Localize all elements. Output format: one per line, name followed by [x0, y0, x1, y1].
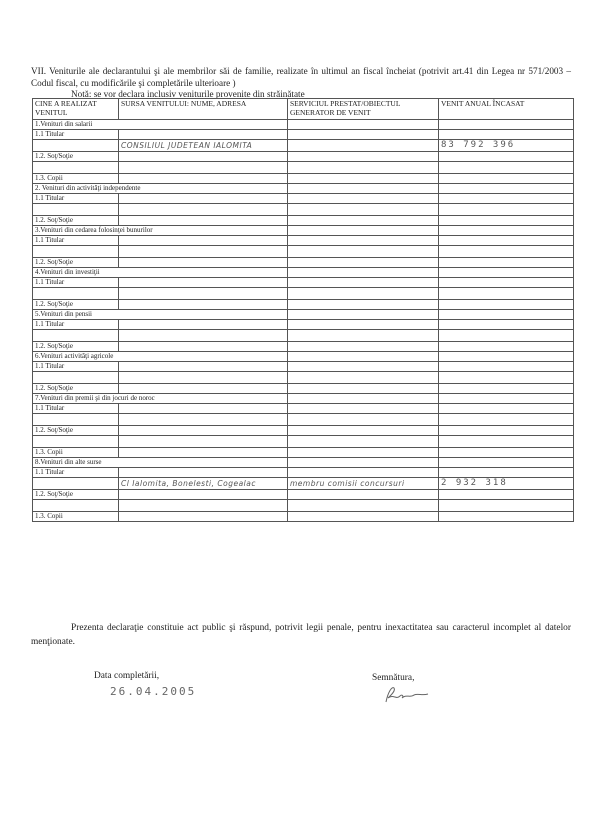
source-cell: [119, 174, 288, 184]
service-cell: [288, 300, 439, 310]
amount-cell: [439, 320, 574, 330]
table-row: [33, 246, 574, 258]
signature-label: Semnătura,: [372, 673, 415, 683]
amount-cell: 2 932 318: [439, 478, 574, 490]
table-row: [33, 436, 574, 448]
amount-cell: [439, 194, 574, 204]
service-cell: [288, 436, 439, 448]
section-filler-cell: [439, 394, 574, 404]
source-cell: [119, 216, 288, 226]
amount-cell: [439, 216, 574, 226]
row-label-cell: 1.1 Titular: [33, 236, 119, 246]
table-row: [33, 384, 574, 394]
table-row: [33, 490, 574, 500]
source-cell: [119, 342, 288, 352]
section-heading: VII. Veniturile ale declarantului şi ale membrilor săi de familie, realizate în ultimul an fiscal încheiat (potrivit art.41 din Legea nr 571/2003 – Codul fiscal, cu modificările şi completările ulterioare ): [31, 66, 571, 88]
amount-cell: [439, 404, 574, 414]
row-label-cell: 1.2. Soţ/Soţie: [33, 216, 119, 226]
source-cell: [119, 490, 288, 500]
section-filler-cell: [288, 268, 439, 278]
section-filler-cell: [288, 352, 439, 362]
source-cell: [119, 404, 288, 414]
section-filler-cell: [119, 352, 288, 362]
source-cell: [119, 300, 288, 310]
table-row: [33, 500, 574, 512]
source-cell: [119, 414, 288, 426]
row-label-cell: 1.2. Soţ/Soţie: [33, 490, 119, 500]
service-cell: [288, 342, 439, 352]
section-row: [33, 120, 574, 130]
amount-cell: [439, 174, 574, 184]
source-cell: [119, 436, 288, 448]
table-row: [33, 216, 574, 226]
amount-cell: [439, 288, 574, 300]
table-row: [33, 512, 574, 522]
source-cell: [119, 278, 288, 288]
section-filler-cell: [119, 268, 288, 278]
service-cell: [288, 512, 439, 522]
amount-cell: [439, 236, 574, 246]
row-label-cell: [33, 436, 119, 448]
amount-cell: [439, 258, 574, 268]
row-label-cell: [33, 204, 119, 216]
service-cell: [288, 130, 439, 140]
amount-cell: [439, 436, 574, 448]
section-filler-cell: [119, 120, 288, 130]
row-label-cell: [33, 330, 119, 342]
service-cell: [288, 288, 439, 300]
amount-cell: [439, 278, 574, 288]
section-filler-cell: [288, 120, 439, 130]
table-row: [33, 278, 574, 288]
section-row: [33, 394, 574, 404]
section-title: 6.Venituri activităţi agricole: [33, 352, 119, 362]
section-filler-cell: [119, 458, 288, 468]
row-label-cell: 1.1 Titular: [33, 278, 119, 288]
amount-cell: 83 792 396: [439, 140, 574, 152]
source-cell: [119, 246, 288, 258]
table-row: [33, 342, 574, 352]
amount-cell: [439, 130, 574, 140]
source-cell: [119, 448, 288, 458]
amount-cell: [439, 342, 574, 352]
amount-cell: [439, 490, 574, 500]
source-cell: [119, 426, 288, 436]
section-title: 8.Venituri din alte surse: [33, 458, 119, 468]
row-label-cell: 1.3. Copii: [33, 448, 119, 458]
source-cell: [119, 512, 288, 522]
amount-cell: [439, 330, 574, 342]
service-cell: [288, 448, 439, 458]
service-cell: [288, 320, 439, 330]
service-cell: [288, 216, 439, 226]
section-filler-cell: [288, 458, 439, 468]
service-cell: [288, 174, 439, 184]
section-title: 5.Venituri din pensii: [33, 310, 119, 320]
section-filler-cell: [439, 352, 574, 362]
table-row: [33, 204, 574, 216]
source-cell: [119, 162, 288, 174]
row-label-cell: 1.2. Soţ/Soţie: [33, 426, 119, 436]
table-header-row: [33, 99, 574, 120]
amount-cell: [439, 468, 574, 478]
table-row: [33, 236, 574, 246]
date-value: 26.04.2005: [110, 685, 197, 698]
table-row: [33, 140, 574, 152]
statement-text: Prezenta declaraţie constituie act public şi răspund, potrivit legii penale, pentru inexactitatea sau caracterul incomplet al datelor menţionate.: [31, 623, 571, 647]
table-row: [33, 258, 574, 268]
section-title: 4.Venituri din investiţii: [33, 268, 119, 278]
section-title: 3.Venituri din cedarea folosinţei bunurilor: [33, 226, 119, 236]
row-label-cell: 1.3. Copii: [33, 174, 119, 184]
table-row: [33, 362, 574, 372]
row-label-cell: 1.3. Copii: [33, 512, 119, 522]
row-label-cell: [33, 414, 119, 426]
row-label-cell: 1.2. Soţ/Soţie: [33, 300, 119, 310]
table-row: [33, 300, 574, 310]
header-service: SERVICIUL PRESTAT/OBIECTUL GENERATOR DE VENIT: [288, 99, 439, 120]
table-row: [33, 404, 574, 414]
row-label-cell: 1.2. Soţ/Soţie: [33, 258, 119, 268]
service-cell: [288, 404, 439, 414]
section-filler-cell: [119, 310, 288, 320]
source-cell: [119, 372, 288, 384]
service-cell: [288, 500, 439, 512]
row-label-cell: 1.1 Titular: [33, 194, 119, 204]
signature-mark: [382, 684, 430, 711]
service-cell: [288, 330, 439, 342]
source-cell: [119, 330, 288, 342]
service-cell: [288, 278, 439, 288]
table-row: [33, 162, 574, 174]
section-row: [33, 268, 574, 278]
table-row: [33, 130, 574, 140]
table-row: [33, 448, 574, 458]
service-cell: [288, 414, 439, 426]
amount-cell: [439, 384, 574, 394]
section-filler-cell: [439, 458, 574, 468]
row-label-cell: [33, 140, 119, 152]
section-filler-cell: [288, 226, 439, 236]
section-title: 7.Venituri din premii şi din jocuri de noroc: [33, 394, 119, 404]
table-row: [33, 372, 574, 384]
section-row: [33, 310, 574, 320]
service-cell: [288, 140, 439, 152]
date-label: Data completării,: [94, 671, 160, 681]
amount-cell: [439, 426, 574, 436]
service-cell: [288, 384, 439, 394]
row-label-cell: 1.2. Soţ/Soţie: [33, 342, 119, 352]
table-row: [33, 194, 574, 204]
section-row: [33, 184, 574, 194]
service-cell: [288, 468, 439, 478]
section-filler-cell: [119, 184, 288, 194]
row-label-cell: 1.1 Titular: [33, 320, 119, 330]
service-cell: [288, 194, 439, 204]
table-row: [33, 330, 574, 342]
service-cell: [288, 152, 439, 162]
amount-cell: [439, 362, 574, 372]
service-cell: [288, 258, 439, 268]
amount-cell: [439, 162, 574, 174]
section-filler-cell: [439, 184, 574, 194]
header-who: CINE A REALIZAT VENITUL: [33, 99, 119, 120]
section-filler-cell: [288, 310, 439, 320]
table-row: [33, 468, 574, 478]
amount-cell: [439, 500, 574, 512]
row-label-cell: [33, 500, 119, 512]
source-cell: Cl Ialomita, Bonelesti, Cogealac: [119, 478, 288, 490]
legal-statement: [31, 621, 571, 649]
section-title: 1.Venituri din salarii: [33, 120, 119, 130]
amount-cell: [439, 152, 574, 162]
service-cell: [288, 426, 439, 436]
income-table: [32, 98, 574, 522]
service-cell: [288, 490, 439, 500]
amount-cell: [439, 204, 574, 216]
section-row: [33, 352, 574, 362]
source-cell: [119, 288, 288, 300]
section-filler-cell: [439, 268, 574, 278]
source-cell: [119, 468, 288, 478]
source-cell: [119, 320, 288, 330]
table-row: [33, 320, 574, 330]
row-label-cell: 1.1 Titular: [33, 468, 119, 478]
row-label-cell: [33, 162, 119, 174]
amount-cell: [439, 512, 574, 522]
service-cell: [288, 372, 439, 384]
amount-cell: [439, 448, 574, 458]
source-cell: [119, 384, 288, 394]
row-label-cell: [33, 372, 119, 384]
row-label-cell: 1.1 Titular: [33, 362, 119, 372]
row-label-cell: 1.1 Titular: [33, 130, 119, 140]
source-cell: [119, 362, 288, 372]
table-row: [33, 426, 574, 436]
header-amount: VENIT ANUAL ÎNCASAT: [439, 99, 574, 120]
section-row: [33, 458, 574, 468]
section-filler-cell: [439, 226, 574, 236]
table-row: [33, 174, 574, 184]
section-filler-cell: [288, 184, 439, 194]
section-row: [33, 226, 574, 236]
table-row: [33, 288, 574, 300]
row-label-cell: 1.2. Soţ/Soţie: [33, 384, 119, 394]
row-label-cell: [33, 246, 119, 258]
income-table-body: [33, 120, 574, 522]
amount-cell: [439, 300, 574, 310]
source-cell: [119, 152, 288, 162]
service-cell: [288, 362, 439, 372]
source-cell: [119, 194, 288, 204]
foreign-income-note: Notă: se vor declara inclusiv veniturile provenite din străinătate: [71, 89, 305, 99]
source-cell: [119, 500, 288, 512]
amount-cell: [439, 414, 574, 426]
service-cell: [288, 162, 439, 174]
service-cell: [288, 246, 439, 258]
service-cell: [288, 236, 439, 246]
table-row: [33, 152, 574, 162]
source-cell: [119, 258, 288, 268]
amount-cell: [439, 372, 574, 384]
section-title: 2. Venituri din activităţi independente: [33, 184, 119, 194]
section-filler-cell: [288, 394, 439, 404]
source-cell: [119, 236, 288, 246]
row-label-cell: 1.2. Soţ/Soţie: [33, 152, 119, 162]
row-label-cell: [33, 478, 119, 490]
amount-cell: [439, 246, 574, 258]
service-cell: [288, 204, 439, 216]
source-cell: [119, 204, 288, 216]
service-cell: membru comisii concursuri: [288, 478, 439, 490]
source-cell: CONSILIUL JUDETEAN IALOMITA: [119, 140, 288, 152]
row-label-cell: [33, 288, 119, 300]
row-label-cell: 1.1 Titular: [33, 404, 119, 414]
source-cell: [119, 130, 288, 140]
section-filler-cell: [439, 120, 574, 130]
table-row: [33, 414, 574, 426]
section-filler-cell: [439, 310, 574, 320]
header-source: SURSA VENITULUI: NUME, ADRESA: [119, 99, 288, 120]
intro: [31, 65, 571, 100]
table-row: [33, 478, 574, 490]
